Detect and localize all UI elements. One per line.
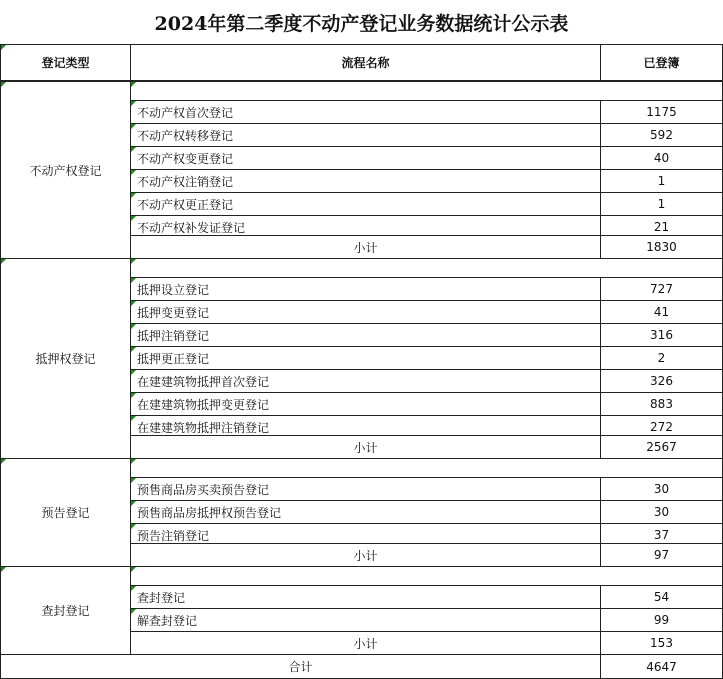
table-row-name: 解查封登记 bbox=[130, 608, 601, 632]
table-row-name: 预售商品房买卖预告登记 bbox=[130, 477, 601, 501]
group-type-cell: 查封登记 bbox=[0, 566, 131, 655]
table-row-value: 54 bbox=[600, 585, 723, 609]
table-row-name: 在建建筑物抵押注销登记 bbox=[130, 415, 601, 439]
table-row-name: 在建建筑物抵押变更登记 bbox=[130, 392, 601, 416]
table-row-value: 37 bbox=[600, 523, 723, 547]
subtotal-label: 小计 bbox=[130, 543, 601, 567]
group-type-cell: 预告登记 bbox=[0, 458, 131, 567]
table-row-name: 不动产权补发证登记 bbox=[130, 215, 601, 239]
table-row-value: 727 bbox=[600, 277, 723, 301]
table-row-value: 21 bbox=[600, 215, 723, 239]
table-row-name: 抵押设立登记 bbox=[130, 277, 601, 301]
header-type: 登记类型 bbox=[0, 44, 131, 81]
total-label: 合计 bbox=[0, 654, 601, 679]
group-type-cell: 抵押权登记 bbox=[0, 258, 131, 459]
table-row-name: 抵押更正登记 bbox=[130, 346, 601, 370]
table-row-value: 1 bbox=[600, 169, 723, 193]
table-row-name: 不动产权注销登记 bbox=[130, 169, 601, 193]
table-row-value: 30 bbox=[600, 500, 723, 524]
table-row-name: 抵押注销登记 bbox=[130, 323, 601, 347]
table-row-name: 预告注销登记 bbox=[130, 523, 601, 547]
table-row-value: 99 bbox=[600, 608, 723, 632]
subtotal-value: 1830 bbox=[600, 235, 723, 259]
group-spacer-row bbox=[130, 566, 723, 586]
table-row-name: 查封登记 bbox=[130, 585, 601, 609]
subtotal-value: 97 bbox=[600, 543, 723, 567]
table-row-value: 1 bbox=[600, 192, 723, 216]
table-row-value: 30 bbox=[600, 477, 723, 501]
group-type-cell: 不动产权登记 bbox=[0, 81, 131, 259]
table-row-value: 2 bbox=[600, 346, 723, 370]
subtotal-value: 2567 bbox=[600, 435, 723, 459]
table-row-name: 预售商品房抵押权预告登记 bbox=[130, 500, 601, 524]
total-value: 4647 bbox=[600, 654, 723, 679]
table-row-value: 40 bbox=[600, 146, 723, 170]
group-spacer-row bbox=[130, 458, 723, 478]
subtotal-label: 小计 bbox=[130, 435, 601, 459]
table-row-value: 1175 bbox=[600, 100, 723, 124]
table-row-name: 不动产权更正登记 bbox=[130, 192, 601, 216]
subtotal-value: 153 bbox=[600, 631, 723, 655]
header-process: 流程名称 bbox=[130, 44, 601, 81]
table-row-name: 不动产权变更登记 bbox=[130, 146, 601, 170]
table-row-name: 不动产权首次登记 bbox=[130, 100, 601, 124]
table-row-value: 41 bbox=[600, 300, 723, 324]
subtotal-label: 小计 bbox=[130, 631, 601, 655]
page-title: 2024年第二季度不动产登记业务数据统计公示表 bbox=[0, 0, 723, 44]
table-row-name: 抵押变更登记 bbox=[130, 300, 601, 324]
table-row-name: 在建建筑物抵押首次登记 bbox=[130, 369, 601, 393]
table-row-value: 883 bbox=[600, 392, 723, 416]
subtotal-label: 小计 bbox=[130, 235, 601, 259]
table-row-name: 不动产权转移登记 bbox=[130, 123, 601, 147]
header-count: 已登簿 bbox=[600, 44, 723, 81]
group-spacer-row bbox=[130, 258, 723, 278]
table-row-value: 272 bbox=[600, 415, 723, 439]
table-row-value: 316 bbox=[600, 323, 723, 347]
table-row-value: 326 bbox=[600, 369, 723, 393]
table-row-value: 592 bbox=[600, 123, 723, 147]
group-spacer-row bbox=[130, 81, 723, 101]
